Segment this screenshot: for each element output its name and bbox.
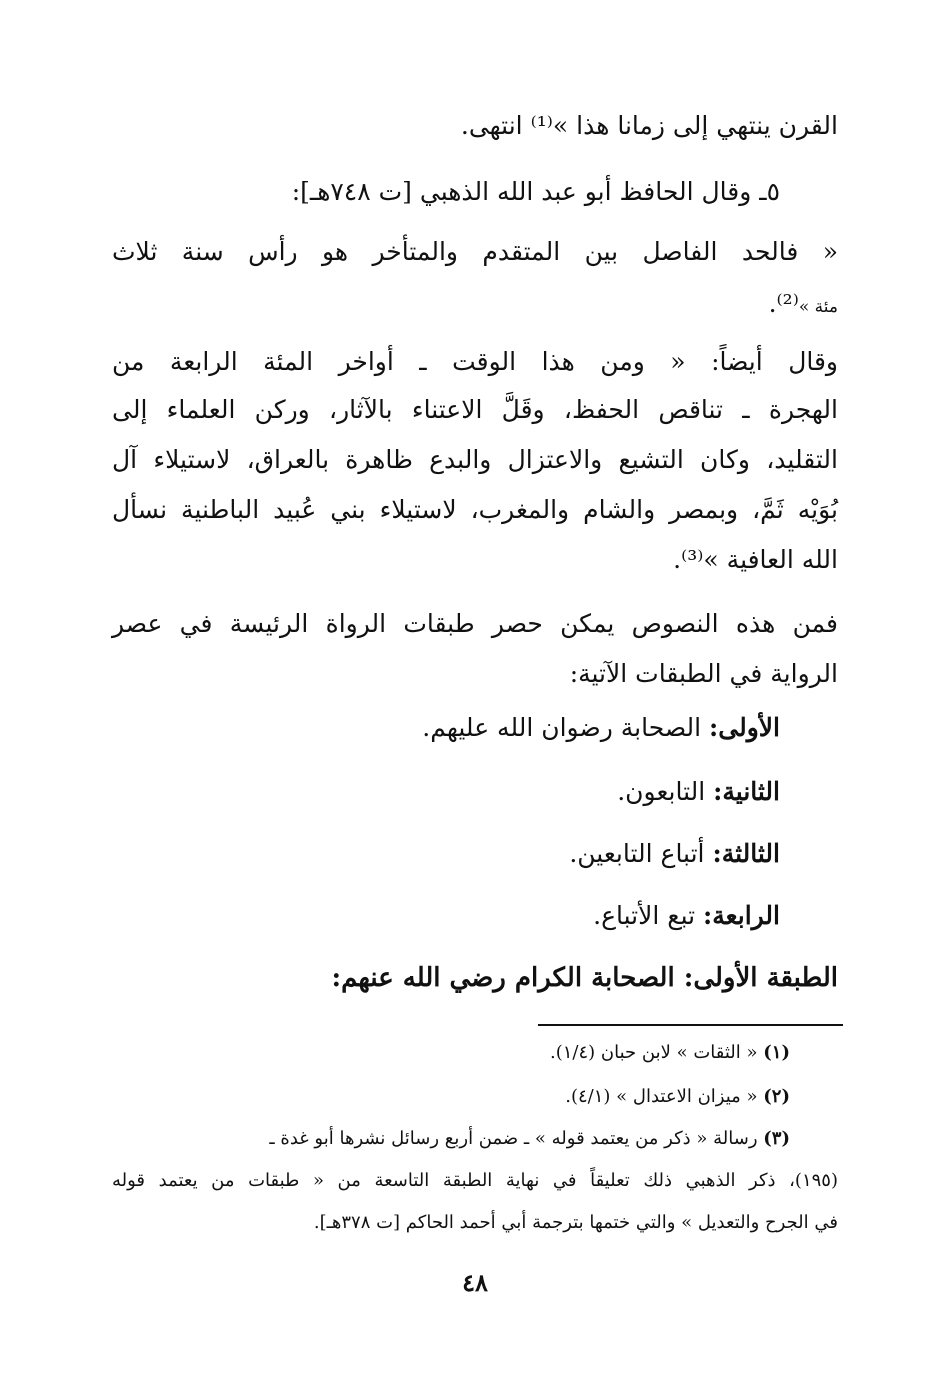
text-line-11: الرواية في الطبقات الآتية: xyxy=(569,659,838,688)
footnote-text: رسالة « ذكر من يعتمد قوله » ـ ضمن أربع رسائل نشرها أبو غدة ـ xyxy=(269,1128,758,1149)
list-label: الرابعة: xyxy=(703,901,780,930)
text-line-1: القرن ينتهي إلى زمانا هذا »⁽¹⁾ انتهى. xyxy=(460,111,838,140)
footnote-1 xyxy=(550,1038,790,1068)
text-line-8: بُوَيْه ثَمَّ، وبمصر والشام والمغرب، لاستيلاء بني عُبيد الباطنية نسأل xyxy=(112,495,838,524)
list-item-fourth xyxy=(593,896,780,936)
text-line-3: « فالحد الفاصل بين المتقدم والمتأخر هو رأس سنة ثلاث xyxy=(112,237,838,266)
footnote-number: (٢) xyxy=(763,1086,790,1107)
list-text: التابعون. xyxy=(617,777,706,806)
list-text: الصحابة رضوان الله عليهم. xyxy=(422,713,702,742)
list-label: الثانية: xyxy=(713,777,780,806)
list-item-third xyxy=(569,834,780,874)
footnote-text: « ميزان الاعتدال » (٤/١). xyxy=(565,1086,758,1107)
footnote-number: (١) xyxy=(763,1042,790,1063)
list-label: الثالثة: xyxy=(712,839,780,868)
footnote-number: (٣) xyxy=(763,1128,790,1149)
footnote-ref-2: ⁽²⁾. xyxy=(768,289,799,318)
text-line-7: التقليد، وكان التشيع والاعتزال والبدع ظاهرة بالعراق، لاستيلاء آل xyxy=(112,445,838,474)
footnote-3-line-2: (١٩٥)، ذكر الذهبي ذلك تعليقاً في نهاية الطبقة التاسعة من « طبقات من يعتمد قوله xyxy=(112,1170,838,1191)
list-item-second xyxy=(617,772,780,812)
footnote-text: « الثقات » لابن حبان (١/٤). xyxy=(550,1042,758,1063)
text-line-4 xyxy=(112,284,838,327)
text-line-4-word: مئة » xyxy=(798,297,838,317)
footnote-divider xyxy=(538,1024,843,1026)
text-line-10: فمن هذه النصوص يمكن حصر طبقات الرواة الرئيسة في عصر xyxy=(112,609,838,638)
text-line-9: الله العافية »⁽³⁾. xyxy=(673,545,838,574)
footnote-3 xyxy=(269,1124,790,1154)
footnote-2 xyxy=(565,1082,790,1112)
list-item-first xyxy=(422,708,780,748)
list-text: تبع الأتباع. xyxy=(593,901,696,930)
footnote-3-line-3: في الجرح والتعديل » والتي ختمها بترجمة أبي أحمد الحاكم [ت ٣٧٨هـ]. xyxy=(313,1212,838,1233)
text-line-6: الهجرة ـ تناقص الحفظ، وقَلَّ الاعتناء بالآثار، وركن العلماء إلى xyxy=(112,395,838,424)
page-number: ٤٨ xyxy=(462,1268,488,1297)
list-label: الأولى: xyxy=(709,713,780,742)
section-heading: الطبقة الأولى: الصحابة الكرام رضي الله عنهم: xyxy=(331,963,838,993)
text-line-2: ٥ـ وقال الحافظ أبو عبد الله الذهبي [ت ٧٤٨هـ]: xyxy=(291,177,780,206)
text-line-5: وقال أيضاً: « ومن هذا الوقت ـ أواخر المئة الرابعة من xyxy=(112,347,838,376)
list-text: أتباع التابعين. xyxy=(569,839,705,868)
